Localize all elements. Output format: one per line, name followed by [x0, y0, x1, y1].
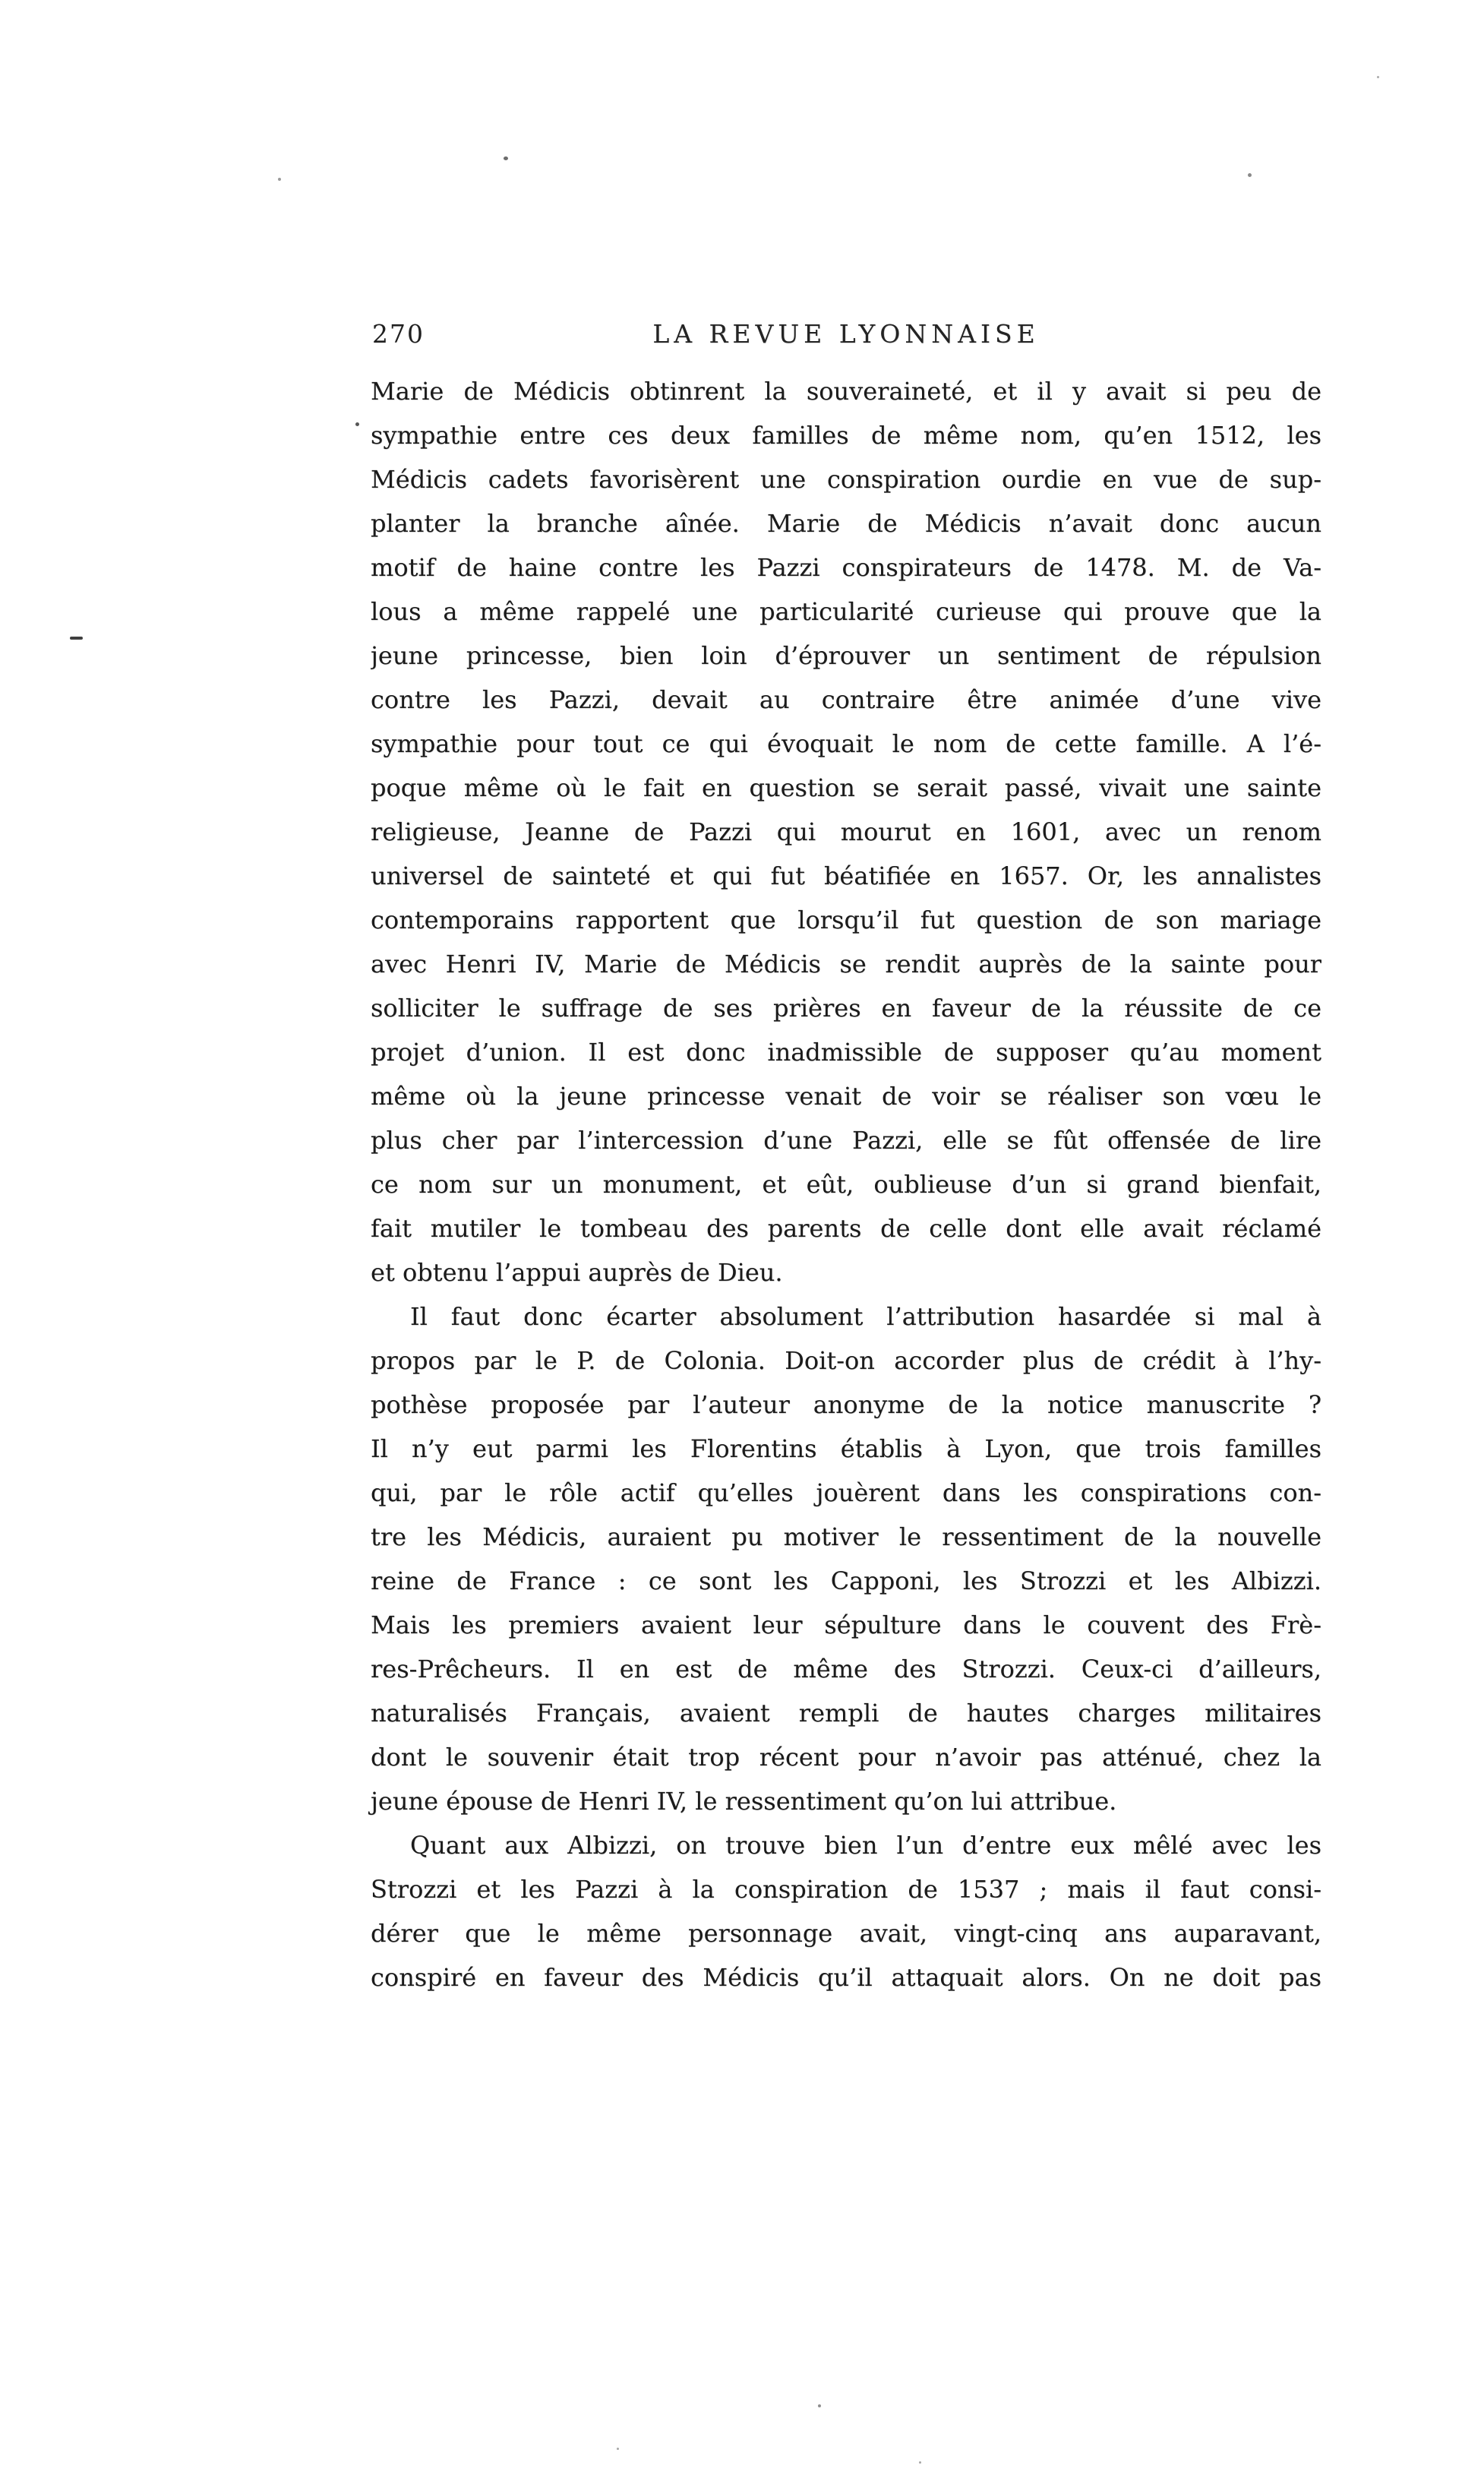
- body-text-line: propos par le P. de Colonia. Doit-on accorder plus de crédit à l’hy-: [371, 1346, 1321, 1375]
- body-text-line: res-Prêcheurs. Il en est de même des Strozzi. Ceux-ci d’ailleurs,: [371, 1655, 1321, 1683]
- body-text-line: religieuse, Jeanne de Pazzi qui mourut en 1601, avec un renom: [371, 817, 1321, 846]
- body-text-line: avec Henri IV, Marie de Médicis se rendit auprès de la sainte pour: [371, 950, 1321, 978]
- body-text-line: planter la branche aînée. Marie de Médicis n’avait donc aucun: [371, 509, 1321, 538]
- scan-speck: [355, 422, 359, 426]
- scan-speck: [919, 2461, 921, 2464]
- body-text-line: dérer que le même personnage avait, vingt-cinq ans auparavant,: [371, 1919, 1321, 1948]
- scan-dash: [70, 637, 83, 640]
- running-head: [371, 318, 1321, 351]
- body-text-line: universel de sainteté et qui fut béatifiée en 1657. Or, les annalistes: [371, 861, 1321, 890]
- body-text-line: lous a même rappelé une particularité curieuse qui prouve que la: [371, 597, 1321, 626]
- scan-speck: [617, 2448, 619, 2450]
- body-text-line: Mais les premiers avaient leur sépulture dans le couvent des Frè-: [371, 1610, 1321, 1639]
- body-text-line: Il n’y eut parmi les Florentins établis à Lyon, que trois familles: [371, 1434, 1321, 1463]
- scan-speck: [1377, 76, 1379, 78]
- scan-speck: [1248, 173, 1252, 177]
- scan-speck: [278, 178, 281, 181]
- body-text-line: Marie de Médicis obtinrent la souveraineté, et il y avait si peu de: [371, 377, 1321, 406]
- scan-speck: [818, 2404, 821, 2407]
- page-text: [371, 369, 1321, 1999]
- body-text-line: sympathie pour tout ce qui évoquait le nom de cette famille. A l’é-: [371, 729, 1321, 758]
- body-text-line: reine de France : ce sont les Capponi, les Strozzi et les Albizzi.: [371, 1566, 1321, 1595]
- body-text-line: et obtenu l’appui auprès de Dieu.: [371, 1258, 783, 1287]
- page-number: 270: [372, 319, 425, 349]
- journal-title: LA REVUE LYONNAISE: [652, 319, 1040, 349]
- body-text-line: fait mutiler le tombeau des parents de celle dont elle avait réclamé: [371, 1214, 1321, 1243]
- body-text-line: tre les Médicis, auraient pu motiver le ressentiment de la nouvelle: [371, 1522, 1321, 1551]
- body-text-line: conspiré en faveur des Médicis qu’il attaquait alors. On ne doit pas: [371, 1963, 1321, 1992]
- body-text-line: Médicis cadets favorisèrent une conspiration ourdie en vue de sup-: [371, 465, 1321, 494]
- body-text-line: plus cher par l’intercession d’une Pazzi, elle se fût offensée de lire: [371, 1126, 1321, 1155]
- body-text-line: pothèse proposée par l’auteur anonyme de la notice manuscrite ?: [371, 1390, 1321, 1419]
- body-text-line: Il faut donc écarter absolument l’attribution hasardée si mal à: [410, 1302, 1321, 1331]
- body-text-line: même où la jeune princesse venait de voir se réaliser son vœu le: [371, 1082, 1321, 1111]
- body-text-line: ce nom sur un monument, et eût, oublieuse d’un si grand bienfait,: [371, 1170, 1321, 1199]
- body-text-line: solliciter le suffrage de ses prières en faveur de la réussite de ce: [371, 994, 1321, 1023]
- scan-speck: [504, 156, 508, 160]
- body-text-line: contemporains rapportent que lorsqu’il fut question de son mariage: [371, 906, 1321, 934]
- body-text-line: jeune princesse, bien loin d’éprouver un sentiment de répulsion: [371, 641, 1321, 670]
- body-text-line: dont le souvenir était trop récent pour n’avoir pas atténué, chez la: [371, 1743, 1321, 1772]
- body-text-line: poque même où le fait en question se serait passé, vivait une sainte: [371, 773, 1321, 802]
- body-text-line: projet d’union. Il est donc inadmissible de supposer qu’au moment: [371, 1038, 1321, 1067]
- body-text-line: motif de haine contre les Pazzi conspirateurs de 1478. M. de Va-: [371, 553, 1321, 582]
- body-text-line: jeune épouse de Henri IV, le ressentiment qu’on lui attribue.: [371, 1787, 1117, 1816]
- body-text-line: Strozzi et les Pazzi à la conspiration de 1537 ; mais il faut consi-: [371, 1875, 1321, 1904]
- body-text-line: contre les Pazzi, devait au contraire être animée d’une vive: [371, 685, 1321, 714]
- body-text-line: qui, par le rôle actif qu’elles jouèrent dans les conspirations con-: [371, 1478, 1321, 1507]
- body-text-line: sympathie entre ces deux familles de même nom, qu’en 1512, les: [371, 421, 1321, 450]
- body-text-line: Quant aux Albizzi, on trouve bien l’un d’entre eux mêlé avec les: [410, 1831, 1321, 1860]
- body-text-line: naturalisés Français, avaient rempli de hautes charges militaires: [371, 1699, 1321, 1727]
